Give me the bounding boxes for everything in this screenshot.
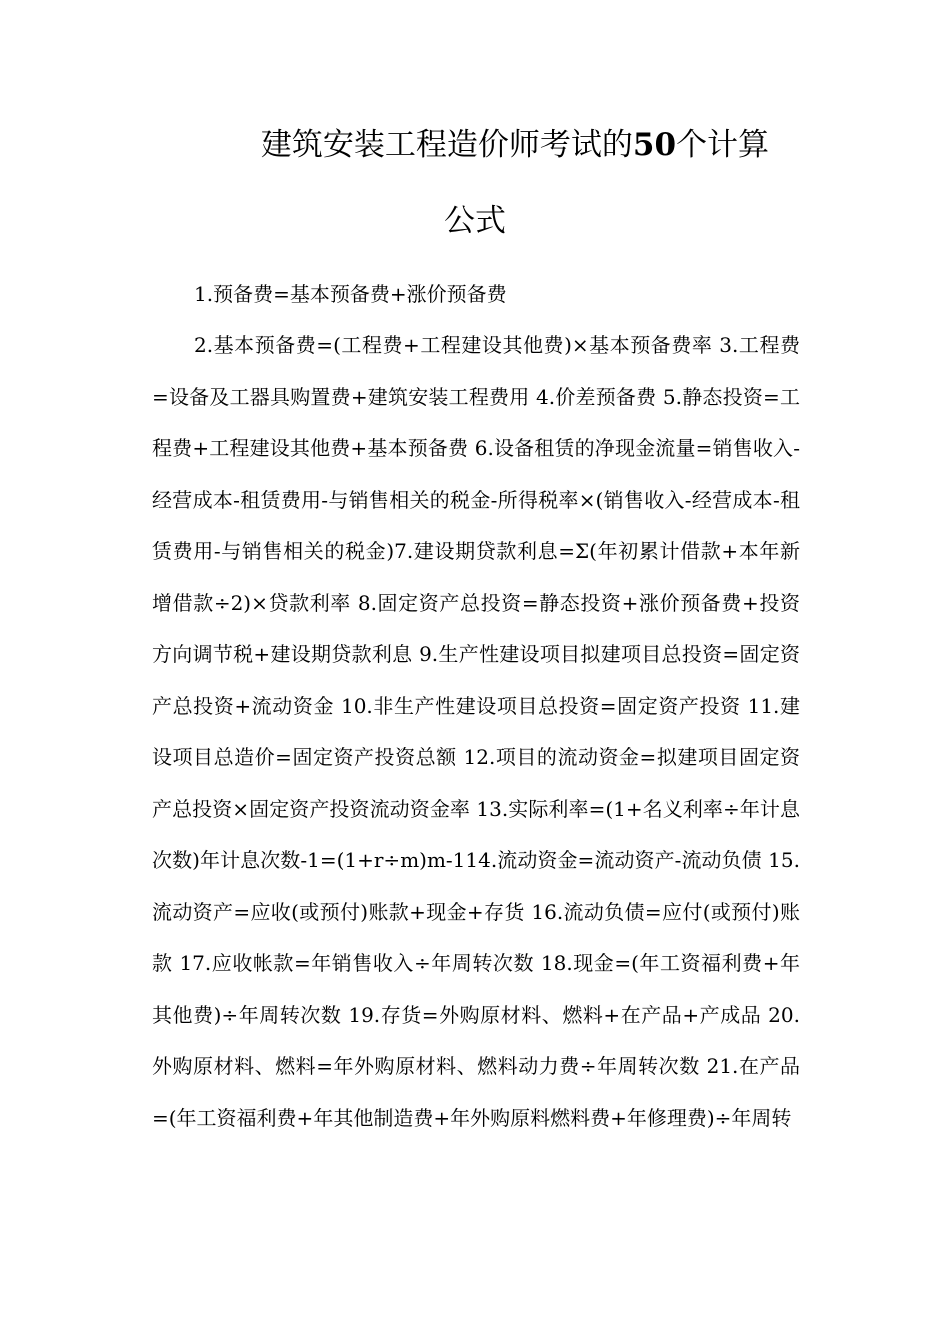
document-title-line-1 [152, 125, 798, 165]
title-text-part-1: 建筑安装工程造价师考试的 [260, 127, 633, 163]
title-text-part-2: 个计算 [676, 127, 770, 163]
document-title-line-2: 公式 [444, 203, 506, 239]
paragraph-formula-1: 1.预备费=基本预备费+涨价预备费 [194, 282, 507, 306]
title-number: 50 [632, 127, 677, 163]
paragraph-formulas-2-21: 2.基本预备费=(工程费+工程建设其他费)×基本预备费率 3.工程费=设备及工器具购置费+建筑安装工程费用 4.价差预备费 5.静态投资=工程费+工程建设其他费+基本预备费 6.设备租赁的净现金流量=销售收入-经营成本-租赁费用-与销售相关的税金-所得税率×(销售收入-经营成本-租赁费用-与销售相关的税金)7.建设期贷款利息=Σ(年初累计借款+本年新增借款÷2)×贷款利率 8.固定资产总投资=静态投资+涨价预备费+投资方向调节税+建设期贷款利息 9.生产性建设项目拟建项目总投资=固定资产总投资+流动资金 10.非生产性建设项目总投资=固定资产投资 11.建设项目总造价=固定资产投资总额 12.项目的流动资金=拟建项目固定资产总投资×固定资产投资流动资金率 13.实际利率=(1+名义利率÷年计息次数)年计息次数-1=(1+r÷m)m-114.流动资金=流动资产-流动负债 15.流动资产=应收(或预付)账款+现金+存货 16.流动负债=应付(或预付)账款 17.应收帐款=年销售收入÷年周转次数 18.现金=(年工资福利费+年其他费)÷年周转次数 19.存货=外购原材料、燃料+在产品+产成品 20.外购原材料、燃料=年外购原材料、燃料动力费÷年周转次数 21.在产品=(年工资福利费+年其他制造费+年外购原料燃料费+年修理费)÷年周转 [152, 333, 800, 1130]
